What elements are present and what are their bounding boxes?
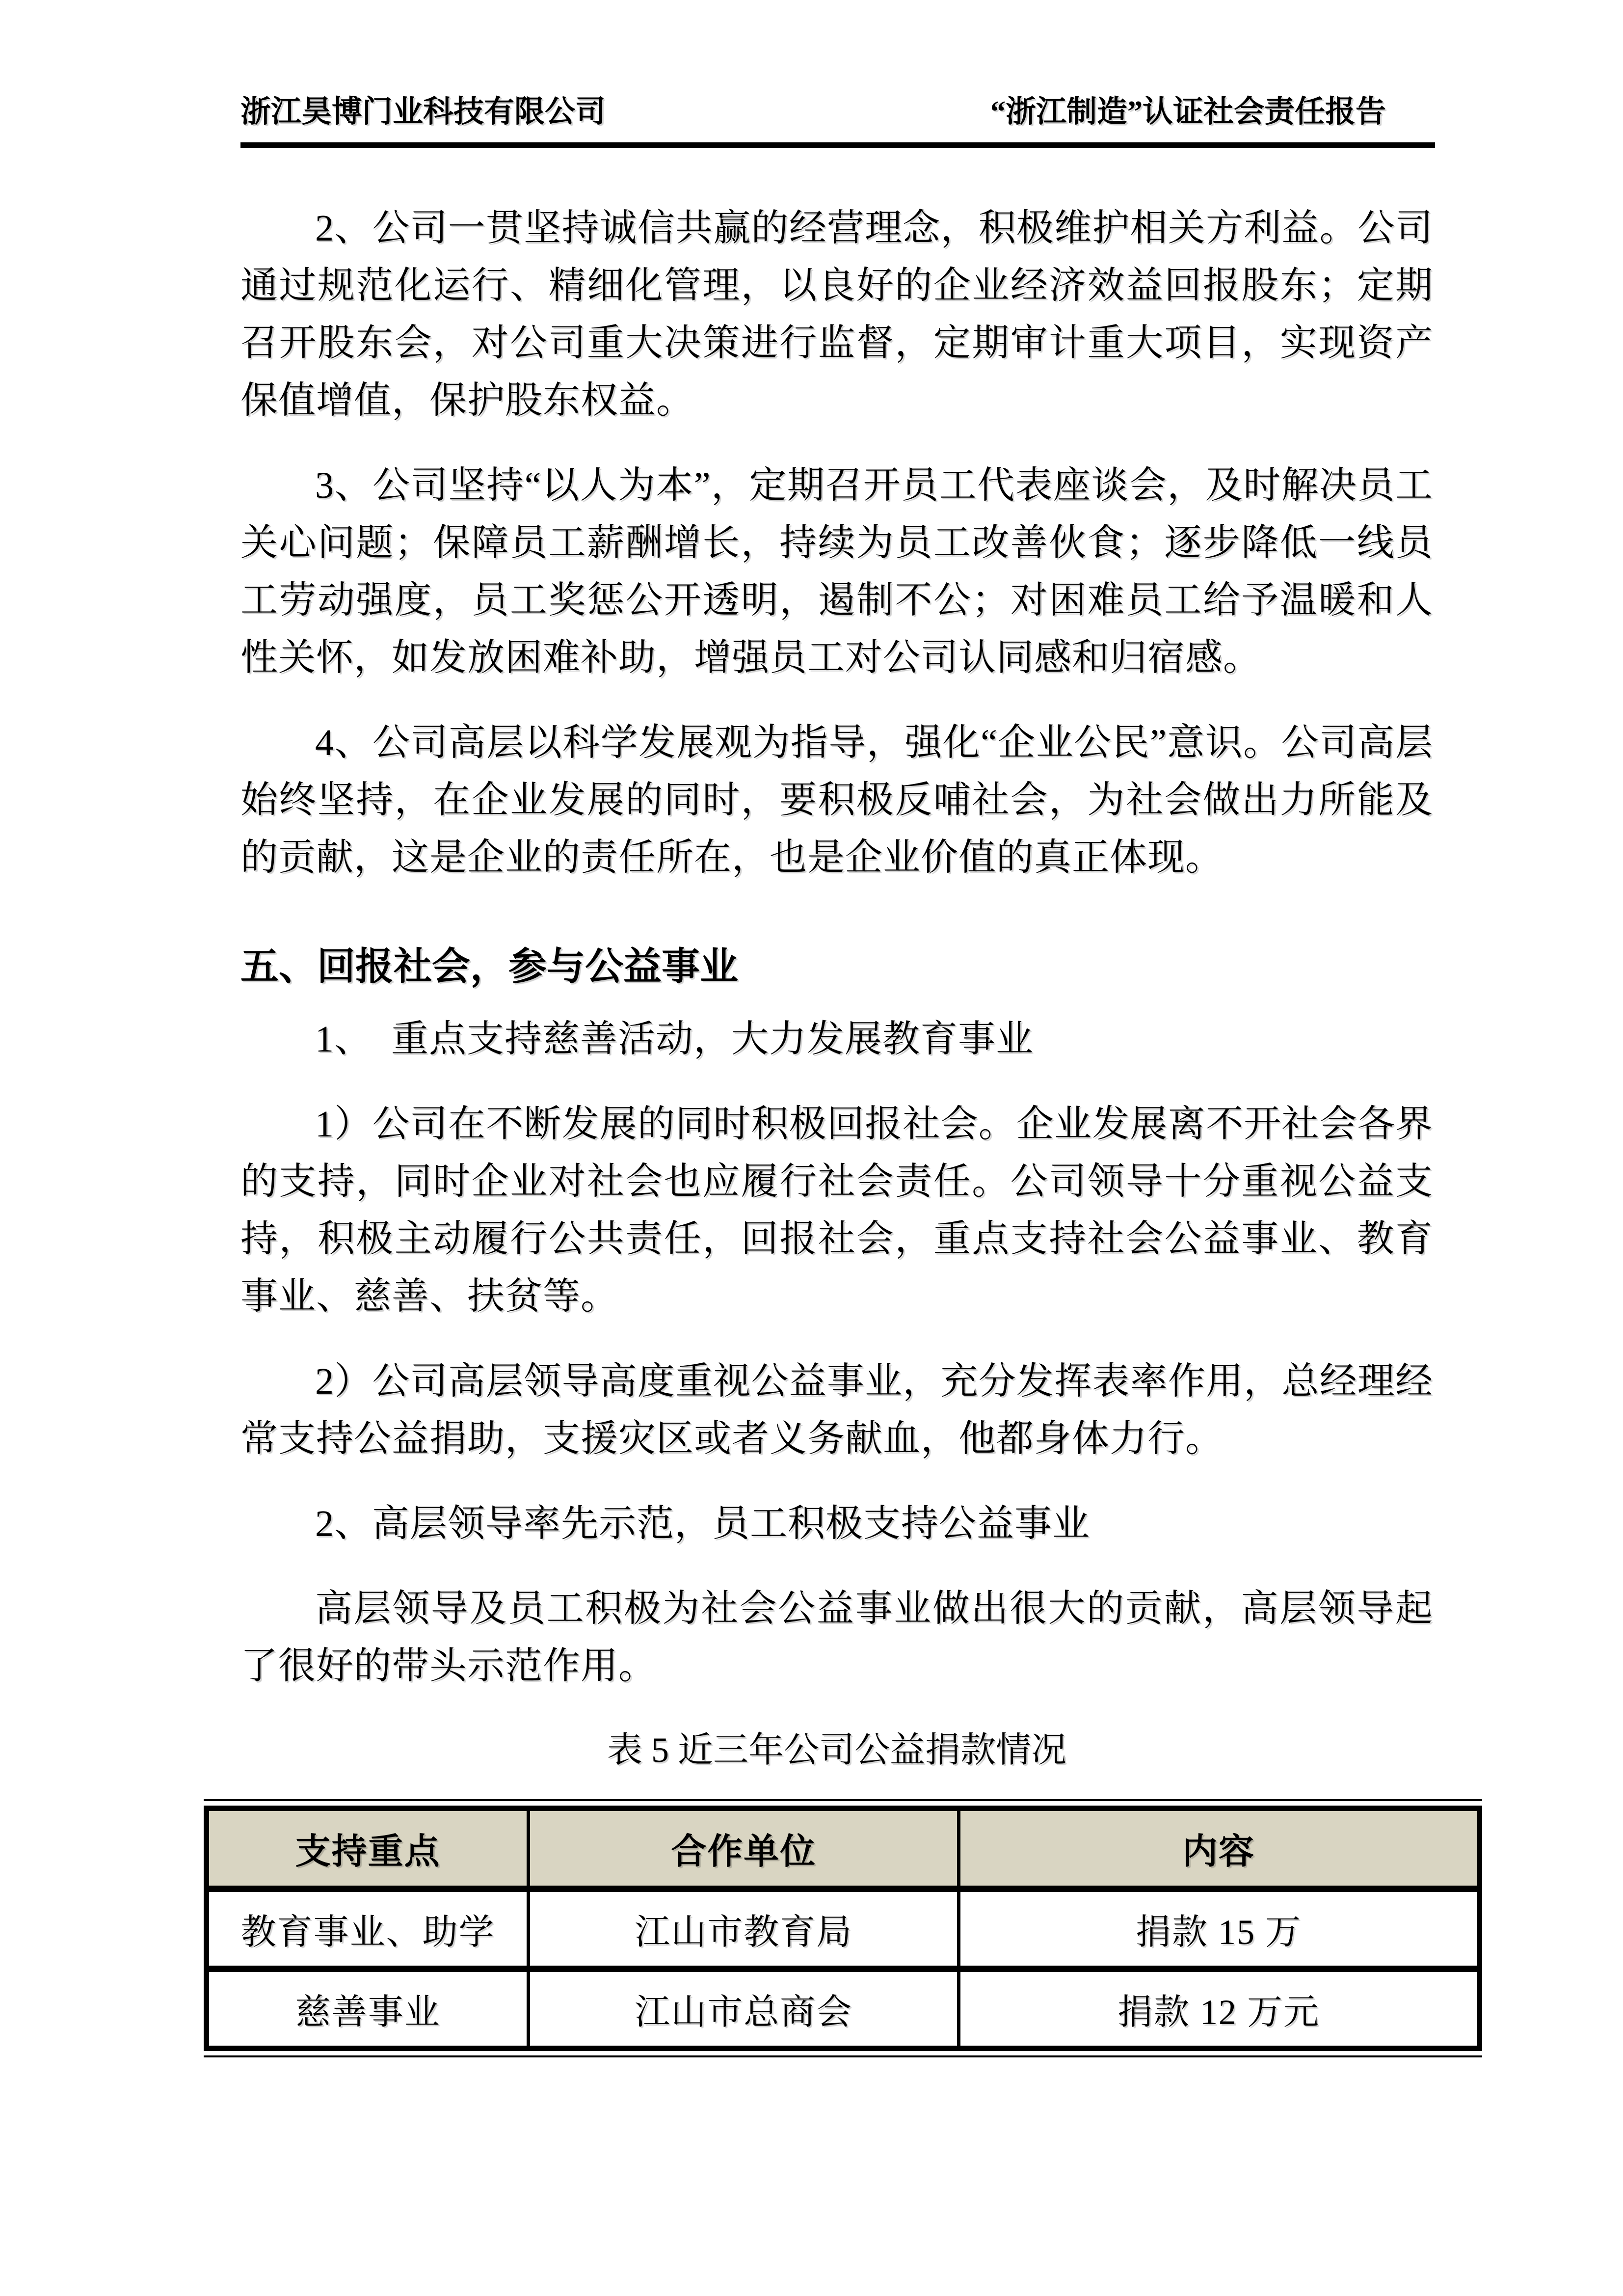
header-divider xyxy=(240,142,1435,148)
table-caption: 表 5 近三年公司公益捐款情况 xyxy=(607,1730,1066,1770)
table-cell: 江山市教育局 xyxy=(529,1889,959,1969)
table-cell: 捐款 12 万元 xyxy=(959,1969,1480,2048)
sub-heading-leaders-demo: 2、高层领导率先示范，员工积极支持公益事业 xyxy=(315,1503,1090,1544)
table-header-row xyxy=(207,1808,1480,1889)
sub-heading-charity: 1、 重点支持慈善活动，大力发展教育事业 xyxy=(315,1018,1034,1060)
table-header-cell-support-focus: 支持重点 xyxy=(207,1808,529,1889)
donations-table-wrapper xyxy=(204,1799,1482,2057)
table-cell: 慈善事业 xyxy=(207,1969,529,2048)
donations-table xyxy=(204,1806,1482,2051)
table-row xyxy=(207,1889,1480,1969)
table-header-cell-content: 内容 xyxy=(959,1808,1480,1889)
table-cell: 捐款 15 万 xyxy=(959,1889,1480,1969)
para-csr-awareness: 4、公司高层以科学发展观为指导，强化“企业公民”意识。公司高层始终坚持，在企业发展的同时，要积极反哺社会，为社会做出力所能及的贡献，这是企业的责任所在，也是企业价值的真正体现。 xyxy=(240,722,1433,878)
document-body xyxy=(0,200,1623,2057)
table-header-cell-partner-unit: 合作单位 xyxy=(529,1808,959,1889)
para-contribution: 高层领导及员工积极为社会公益事业做出很大的贡献，高层领导起了很好的带头示范作用。 xyxy=(240,1588,1433,1687)
page-header xyxy=(0,0,1623,132)
table-cell: 教育事业、助学 xyxy=(207,1889,529,1969)
para-employees: 3、公司坚持“以人为本”，定期召开员工代表座谈会，及时解决员工关心问题；保障员工薪酬增长，持续为员工改善伙食；逐步降低一线员工劳动强度，员工奖惩公开透明，遏制不公；对困难员工给予温暖和人性关怀，如发放困难补助，增强员工对公司认同感和归宿感。 xyxy=(240,464,1433,678)
para-shareholders: 2、公司一贯坚持诚信共赢的经营理念，积极维护相关方利益。公司通过规范化运行、精细化管理，以良好的企业经济效益回报股东；定期召开股东会，对公司重大决策进行监督，定期审计重大项目，实现资产保值增值，保护股东权益。 xyxy=(240,207,1433,421)
para-leadership: 2）公司高层领导高度重视公益事业，充分发挥表率作用，总经理经常支持公益捐助，支援灾区或者义务献血，他都身体力行。 xyxy=(240,1360,1433,1459)
para-give-back: 1）公司在不断发展的同时积极回报社会。企业发展离不开社会各界的支持，同时企业对社会也应履行社会责任。公司领导十分重视公益支持，积极主动履行公共责任，回报社会，重点支持社会公益事业、教育事业、慈善、扶贫等。 xyxy=(240,1103,1433,1317)
company-name: 浙江昊博门业科技有限公司 xyxy=(240,95,606,129)
table-cell: 江山市总商会 xyxy=(529,1969,959,2048)
table-row xyxy=(207,1969,1480,2048)
section-heading-give-back: 五、回报社会，参与公益事业 xyxy=(240,945,739,988)
report-title: “浙江制造”认证社会责任报告 xyxy=(990,95,1386,129)
